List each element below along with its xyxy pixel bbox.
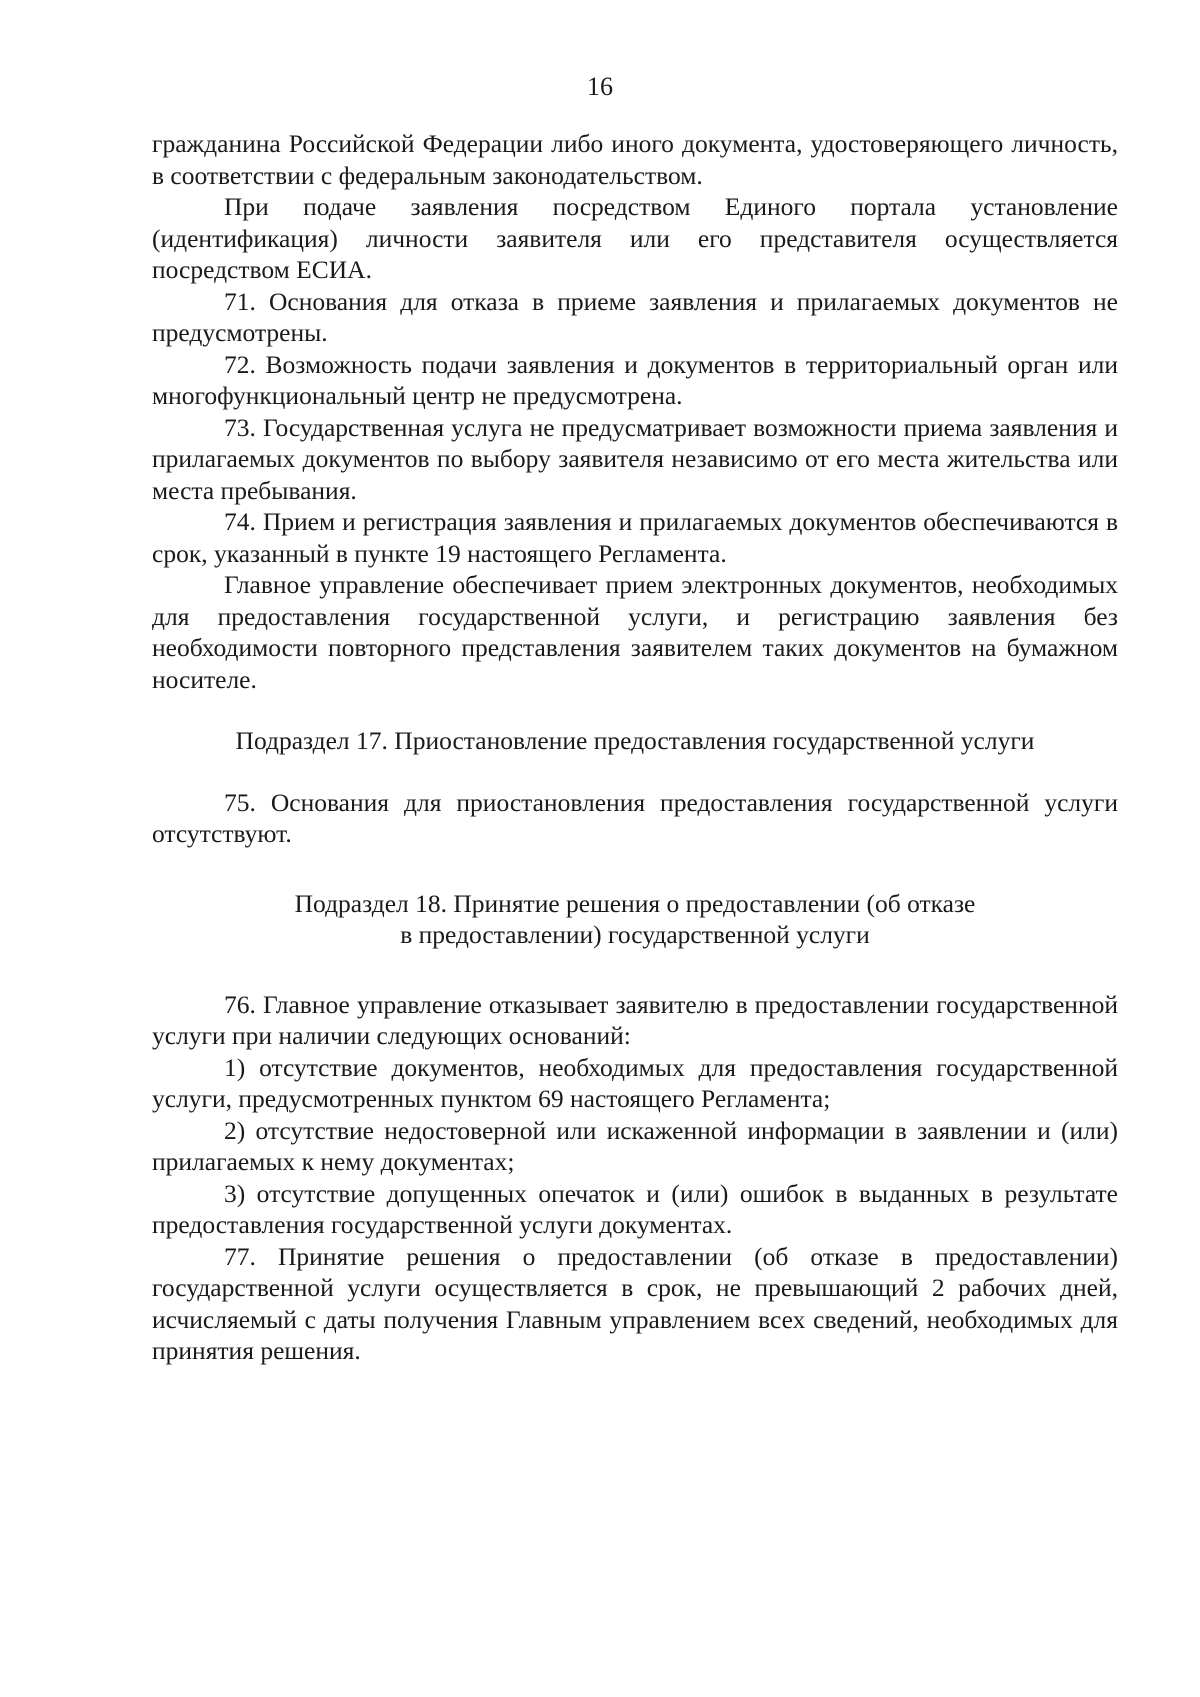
subsection-18-heading-line-2: в предоставлении) государственной услуги	[400, 920, 870, 949]
clause-76-item-1: 1) отсутствие документов, необходимых для предоставления государственной услуги, предусмотренных пунктом 69 настоящего Регламента;	[152, 1052, 1118, 1113]
clause-76-item-2: 2) отсутствие недостоверной или искаженной информации в заявлении и (или) прилагаемых к нему документах;	[152, 1115, 1118, 1176]
clause-76: 76. Главное управление отказывает заявителю в предоставлении государственной услуги при наличии следующих оснований:	[152, 989, 1118, 1050]
clause-76-item-3: 3) отсутствие допущенных опечаток и (или) ошибок в выданных в результате предоставления государственной услуги документах.	[152, 1178, 1118, 1239]
clause-77: 77. Принятие решения о предоставлении (об отказе в предоставлении) государственной услуги осуществляется в срок, не превышающий 2 рабочих дней, исчисляемый с даты получения Главным управлением всех сведений, необходимых для принятия решения.	[152, 1241, 1118, 1365]
clause-71: 71. Основания для отказа в приеме заявления и прилагаемых документов не предусмотрены.	[152, 286, 1118, 347]
subsection-18-heading	[152, 888, 1118, 951]
clause-72: 72. Возможность подачи заявления и документов в территориальный орган или многофункциональный центр не предусмотрена.	[152, 349, 1118, 410]
paragraph-continuation: гражданина Российской Федерации либо иного документа, удостоверяющего личность, в соответствии с федеральным законодательством.	[152, 129, 1118, 190]
clause-74-paragraph: Главное управление обеспечивает прием электронных документов, необходимых для предоставления государственной услуги, и регистрацию заявления без необходимости повторного представления заявителем таких документов на бумажном носителе.	[152, 570, 1118, 694]
document-body	[152, 128, 1118, 1367]
subsection-17-heading: Подраздел 17. Приостановление предоставления государственной услуги	[235, 726, 1035, 755]
clause-74: 74. Прием и регистрация заявления и прилагаемых документов обеспечиваются в срок, указанный в пункте 19 настоящего Регламента.	[152, 507, 1118, 568]
clause-73: 73. Государственная услуга не предусматривает возможности приема заявления и прилагаемых документов по выбору заявителя независимо от его места жительства или места пребывания.	[152, 412, 1118, 505]
paragraph-identification: При подаче заявления посредством Единого портала установление (идентификация) личности заявителя или его представителя осуществляется посредством ЕСИА.	[152, 192, 1118, 284]
subsection-18-heading-line-1: Подраздел 18. Принятие решения о предоставлении (об отказе	[294, 888, 976, 918]
clause-75: 75. Основания для приостановления предоставления государственной услуги отсутствуют.	[152, 787, 1118, 848]
page-number: 16	[587, 72, 613, 101]
